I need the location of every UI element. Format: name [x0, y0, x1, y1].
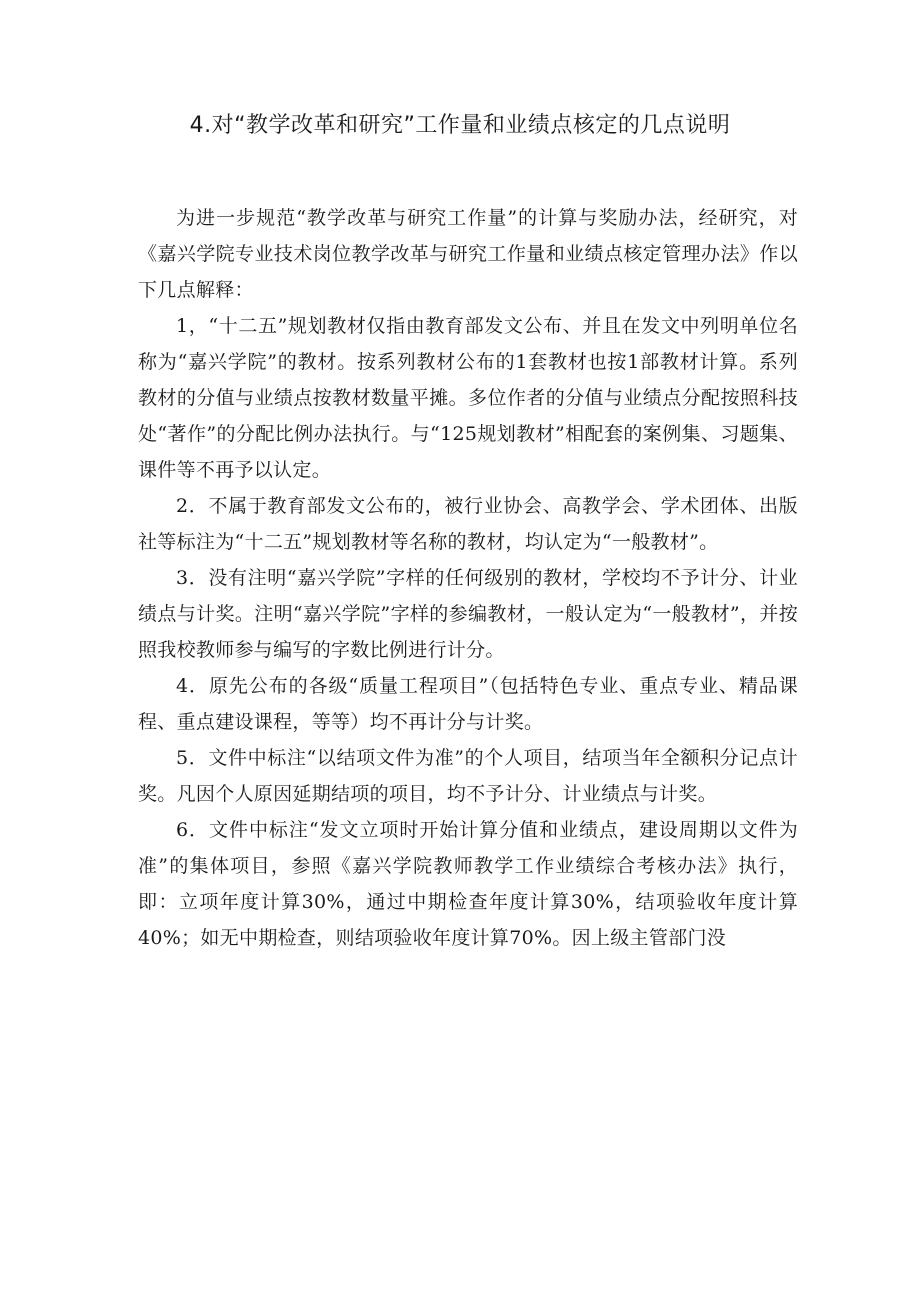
paragraph-item-1: 1，“十二五”规划教材仅指由教育部发文公布、并且在发文中列明单位名称为“嘉兴学院”的教材。按系列教材公布的1套教材也按1部教材计算。系列教材的分值与业绩点按教材数量平摊。多位作者的分值与业绩点分配按照科技处“著作”的分配比例办法执行。与“125规划教材”相配套的案例集、习题集、课件等不再予以认定。 — [138, 315, 798, 481]
paragraph-item-3: 3．没有注明“嘉兴学院”字样的任何级别的教材，学校均不予计分、计业绩点与计奖。注明“嘉兴学院”字样的参编教材，一般认定为“一般教材”，并按照我校教师参与编写的字数比例进行计分。 — [138, 567, 798, 661]
paragraph-item-6: 6．文件中标注“发文立项时开始计算分值和业绩点，建设周期以文件为准”的集体项目，参照《嘉兴学院教师教学工作业绩综合考核办法》执行，即：立项年度计算30%，通过中期检查年度计算30%，结项验收年度计算40%；如无中期检查，则结项验收年度计算70%。因上级主管部门没 — [138, 819, 798, 949]
document-title: 4.对“教学改革和研究”工作量和业绩点核定的几点说明 — [189, 113, 731, 138]
paragraph-item-5: 5．文件中标注“以结项文件为准”的个人项目，结项当年全额积分记点计奖。凡因个人原因延期结项的项目，均不予计分、计业绩点与计奖。 — [138, 747, 798, 805]
paragraph-item-2: 2．不属于教育部发文公布的，被行业协会、高教学会、学术团体、出版社等标注为“十二五”规划教材等名称的教材，均认定为“一般教材”。 — [138, 495, 798, 553]
paragraph-intro: 为进一步规范“教学改革与研究工作量”的计算与奖励办法，经研究，对《嘉兴学院专业技术岗位教学改革与研究工作量和业绩点核定管理办法》作以下几点解释： — [138, 207, 798, 301]
document-body — [138, 200, 798, 956]
paragraph-item-4: 4．原先公布的各级“质量工程项目”（包括特色专业、重点专业、精品课程、重点建设课程，等等）均不再计分与计奖。 — [138, 675, 798, 733]
